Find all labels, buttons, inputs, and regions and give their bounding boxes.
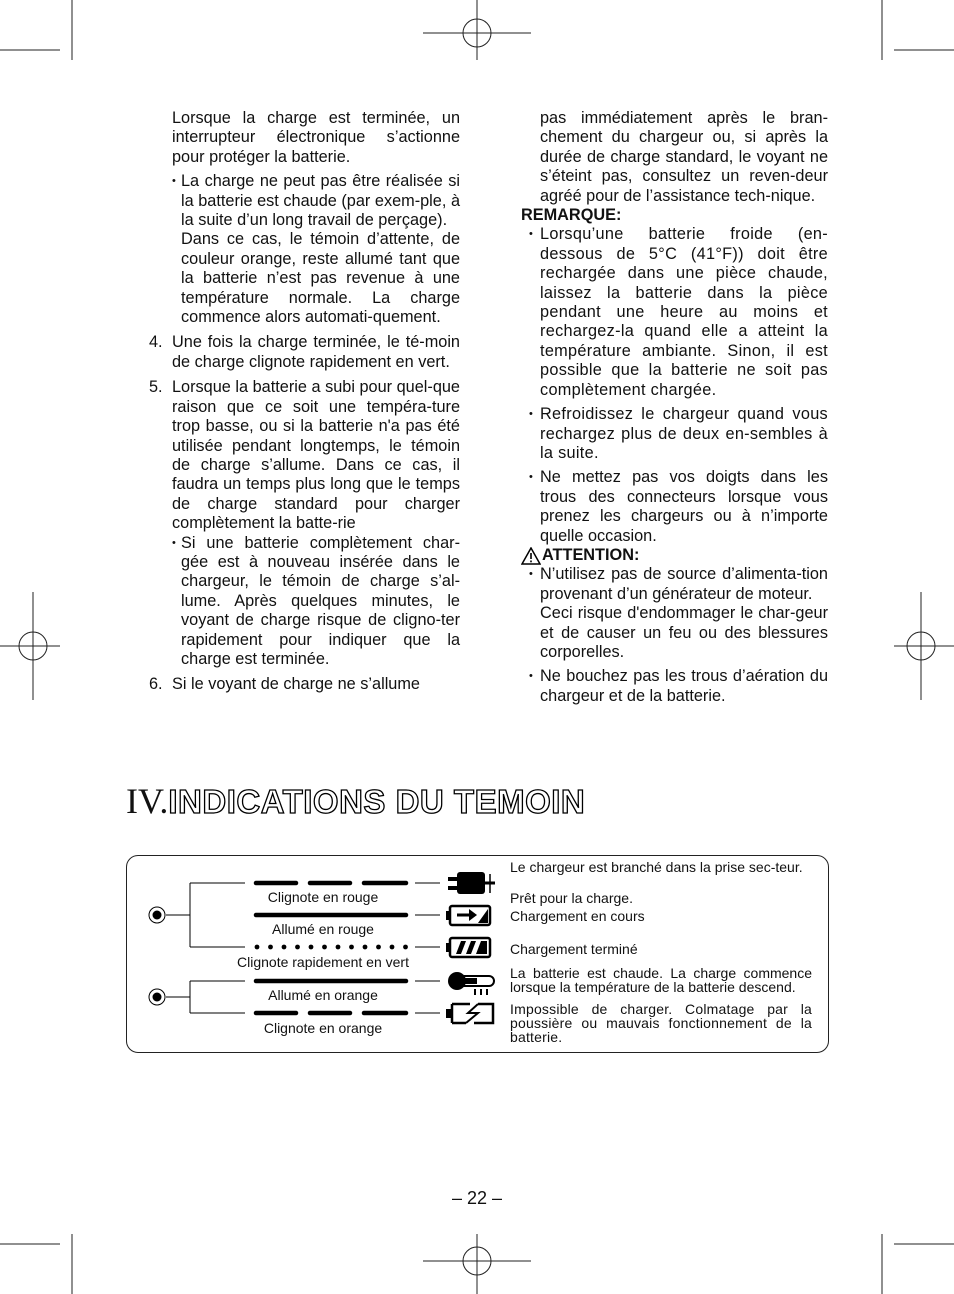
bullet-fully-charged: • Si une batterie complètement char-gée est à nouveau insérée dans le chargeur, le témoin de charge s’al-lume. Après quelques minutes, le voyant de charge risque de cligno-ter rapidement pour indiquer que la charge est terminée. (172, 533, 460, 668)
page-number: – 22 – (451, 1188, 503, 1208)
label-solid-orange: Allumé en orange (268, 987, 378, 1003)
note-bullet: • Ne mettez pas vos doigts dans les trous des connecteurs lorsque vous prenez les chargeurs ou à n’importe quelle occasion. (529, 468, 828, 545)
bullet-dot: • (529, 471, 533, 484)
bullet-dot: • (172, 175, 176, 188)
note-bullet: • Refroidissez le chargeur quand vous rechargez plus de deux en-sembles à la suite. (529, 405, 828, 462)
desc-battery-hot: La batterie est chaude. La charge commence lorsque la température de la batterie descend. (510, 965, 812, 995)
label-blink-red: Clignote en rouge (267, 889, 379, 905)
thermometer-icon (448, 972, 494, 995)
bullet-dot: • (172, 536, 176, 549)
bullet-dot: • (529, 670, 533, 683)
desc-charging: Chargement en cours (510, 908, 645, 924)
bullet-hot-battery: • La charge ne peut pas être réalisée si la batterie est chaude (par exem-ple, à la suite d’un long travail de perçage). Dans ce cas, le témoin d’attente, de couleur orange, reste allumé tant que la batterie n’est pas revenue à une température normale. La charge commence alors automati-quement. (172, 172, 460, 327)
bullet-dot: • (529, 228, 533, 241)
desc-ready: Prêt pour la charge. (510, 890, 633, 906)
intro-paragraph: Lorsque la charge est terminée, un interrupteur électronique s’actionne pour protéger la batterie. (172, 109, 460, 166)
attention-bullet: • N’utilisez pas de source d’alimenta-tion provenant d’un générateur de moteur. Ceci risque d'endommager le char-geur et de causer un feu ou des blessures corporelles. (529, 565, 828, 661)
label-solid-red: Allumé en rouge (272, 921, 374, 937)
list-item-5: 5. Lorsque la batterie a subi pour quel-que raison que ce soit une tempéra-ture trop basse, ou si la batterie n'a pas été utilisée pendant longtemps, le témoin de charge s’allume. Dans ce cas, il faudra un temps plus long que le temps de charge standard pour charger complètement la batte-rie (149, 378, 460, 533)
desc-cannot-charge: Impossible de charger. Colmatage par la poussière ou mauvais fonctionnement de la batterie. (510, 1001, 812, 1045)
list-item-6: 6. Si le voyant de charge ne s’allume (149, 675, 420, 694)
label-fast-blink-green: Clignote rapidement en vert (237, 954, 409, 970)
attention-bullet: • Ne bouchez pas les trous d’aération du chargeur et de la batterie. (529, 667, 828, 705)
desc-plugged-in: Le chargeur est branché dans la prise sec-teur. (510, 859, 803, 875)
section-title: INDICATIONS DU TEMOIN (168, 783, 586, 820)
attention-heading: ATTENTION: (521, 546, 828, 565)
plug-icon (448, 872, 495, 894)
bullet-dot: • (529, 408, 533, 421)
bullet-dot: • (529, 568, 533, 581)
note-heading: REMARQUE: (521, 206, 622, 225)
item6-continuation: pas immédiatement après le bran-chement du chargeur ou, si après la durée de charge standard, le voyant ne s’éteint pas, consultez un reven-deur agréé pour de l’assistance tech-nique. (540, 109, 828, 205)
section-roman-numeral: IV. (126, 781, 169, 821)
charging-battery-icon (446, 906, 490, 925)
note-bullet: • Lorsqu’une batterie froide (en-dessous de 5°C (41°F)) doit être rechargée dans une pièce chaude, laissez la batterie dans la pièce pendant une heure au moins et rechargez-la quand elle a atteint la température ambiante. Sinon, il est possible que la batterie ne soit pas complètement chargée. (529, 225, 828, 399)
broken-battery-icon (446, 1004, 493, 1023)
label-blink-orange: Clignote en orange (263, 1020, 383, 1036)
desc-charged: Chargement terminé (510, 941, 638, 957)
full-battery-icon (446, 938, 490, 957)
list-item-4: 4. Une fois la charge terminée, le té-moin de charge clignote rapidement en vert. (149, 333, 460, 371)
